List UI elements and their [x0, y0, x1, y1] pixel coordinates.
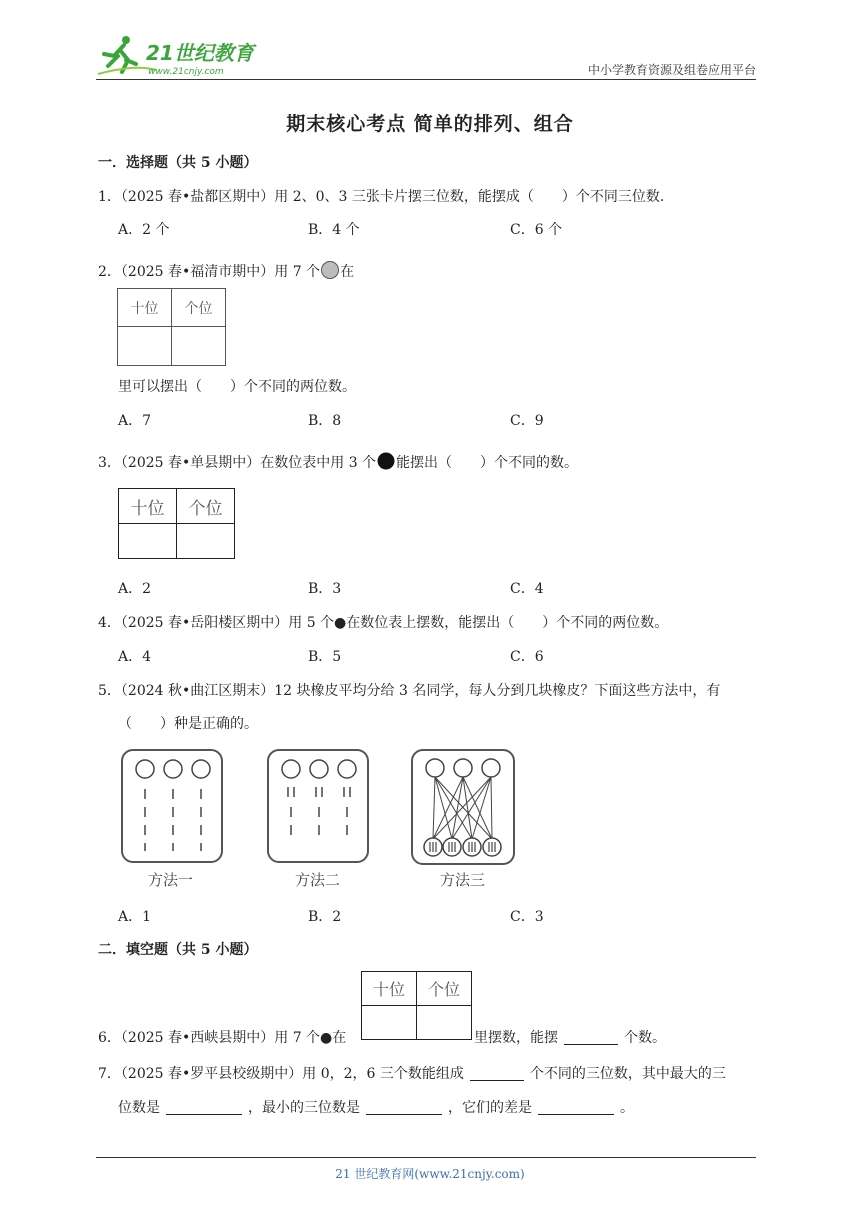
header-divider	[96, 79, 756, 80]
question-6-text-after	[474, 1027, 666, 1047]
q7-blank-max[interactable]	[166, 1100, 242, 1115]
q7-text-c: 位数是	[118, 1100, 160, 1116]
q7-blank-diff[interactable]	[538, 1100, 614, 1115]
q2-place-value-table	[117, 288, 226, 366]
q6-header-tens: 十位	[362, 972, 417, 1006]
q7-blank-count[interactable]	[470, 1066, 524, 1081]
q3-cell-ones	[177, 524, 235, 559]
q7-text-b: 个不同的三位数，其中最大的三	[529, 1066, 726, 1082]
q2-text-line2: 里可以摆出（ ）个不同的两位数。	[118, 379, 356, 395]
method-2-label: 方法二	[295, 871, 341, 889]
section-heading-fill: 二．填空题（共 5 小题）	[98, 942, 258, 958]
q2-cell-tens	[118, 327, 172, 366]
question-5-text-line2: （ ）种是正确的。	[118, 716, 258, 732]
page-title: 期末核心考点 简单的排列、组合	[286, 113, 574, 135]
q7-blank-min[interactable]	[366, 1100, 442, 1115]
q2-header-tens: 十位	[118, 289, 172, 327]
q3-option-b[interactable]: B．3	[308, 581, 342, 597]
method-2-diagram	[267, 749, 369, 863]
q3-option-a[interactable]: A．2	[118, 581, 152, 597]
question-4-text: 4．（2025 春•岳阳楼区期中）用 5 个●在数位表上摆数，能摆出（ ）个不同的两位数。	[98, 615, 669, 631]
footer-divider	[96, 1157, 756, 1158]
method-1-label: 方法一	[148, 871, 194, 889]
q1-option-a[interactable]: A．2 个	[118, 222, 170, 238]
question-5-text-line1: 5．（2024 秋•曲江区期末）12 块橡皮平均分给 3 名同学，每人分到几块橡皮？下面这些方法中，有	[98, 683, 721, 699]
q7-text-a: 7．（2025 春•罗平县校级期中）用 0，2，6 三个数能组成	[98, 1066, 464, 1082]
q4-option-a[interactable]: A．4	[118, 649, 152, 665]
q6-header-ones: 个位	[417, 972, 472, 1006]
q3-cell-tens	[119, 524, 177, 559]
q4-option-c[interactable]: C．6	[510, 649, 544, 665]
q1-option-c[interactable]: C．6 个	[510, 222, 563, 238]
section-heading-choice: 一．选择题（共 5 小题）	[98, 155, 258, 171]
method-3-diagram	[411, 749, 515, 865]
q3-text-before: 3．（2025 春•单县期中）在数位表中用 3 个	[98, 455, 377, 471]
question-3-text	[98, 451, 578, 472]
q5-option-c[interactable]: C．3	[510, 909, 544, 925]
platform-label: 中小学教育资源及组卷应用平台	[587, 63, 756, 77]
q3-place-value-table	[118, 488, 235, 559]
q2-option-b[interactable]: B．8	[308, 413, 342, 429]
q3-header-ones: 个位	[177, 489, 235, 524]
q6-answer-blank[interactable]	[564, 1030, 618, 1045]
question-6-text-before: 6．（2025 春•西峡县期中）用 7 个●在	[98, 1030, 347, 1046]
black-circle-icon	[376, 451, 396, 471]
question-1-text: 1．（2025 春•盐都区期中）用 2、0、3 三张卡片摆三位数，能摆成（ ）个不同三位数．	[98, 189, 674, 205]
q6-cell-ones	[417, 1006, 472, 1040]
method-1-diagram	[121, 749, 223, 863]
q2-option-c[interactable]: C．9	[510, 413, 544, 429]
gray-circle-icon	[320, 260, 340, 280]
q2-header-ones: 个位	[172, 289, 226, 327]
logo-text: 21世纪教育	[146, 41, 254, 65]
footer-text[interactable]: 21 世纪教育网(www.21cnjy.com)	[335, 1167, 525, 1181]
q7-text-d: ，最小的三位数是	[248, 1100, 360, 1116]
method-2-figure	[269, 751, 367, 861]
method-1-figure	[123, 751, 221, 861]
method-3-figure	[413, 751, 513, 863]
question-7-line2	[118, 1097, 634, 1117]
q3-option-c[interactable]: C．4	[510, 581, 544, 597]
q5-option-a[interactable]: A．1	[118, 909, 152, 925]
q6-text-mid: 里摆数，能摆	[474, 1030, 558, 1046]
q6-cell-tens	[362, 1006, 417, 1040]
q4-option-b[interactable]: B．5	[308, 649, 342, 665]
q1-option-b[interactable]: B．4 个	[308, 222, 360, 238]
q2-cell-ones	[172, 327, 226, 366]
q5-option-b[interactable]: B．2	[308, 909, 342, 925]
logo-url: www.21cnjy.com	[148, 67, 224, 77]
q2-option-a[interactable]: A．7	[118, 413, 152, 429]
q2-text-before: 2．（2025 春•福清市期中）用 7 个	[98, 264, 321, 280]
question-2-text	[98, 260, 354, 281]
q3-text-after: 能摆出（ ）个不同的数。	[396, 455, 579, 471]
question-7-line1	[98, 1063, 726, 1083]
q6-place-value-table	[361, 971, 472, 1040]
q3-header-tens: 十位	[119, 489, 177, 524]
q7-text-e: ，它们的差是	[448, 1100, 532, 1116]
q7-text-f: 。	[620, 1100, 634, 1116]
q2-text-after: 在	[340, 264, 355, 280]
q6-text-end: 个数。	[624, 1030, 666, 1046]
logo	[96, 34, 266, 80]
method-3-label: 方法三	[440, 871, 486, 889]
